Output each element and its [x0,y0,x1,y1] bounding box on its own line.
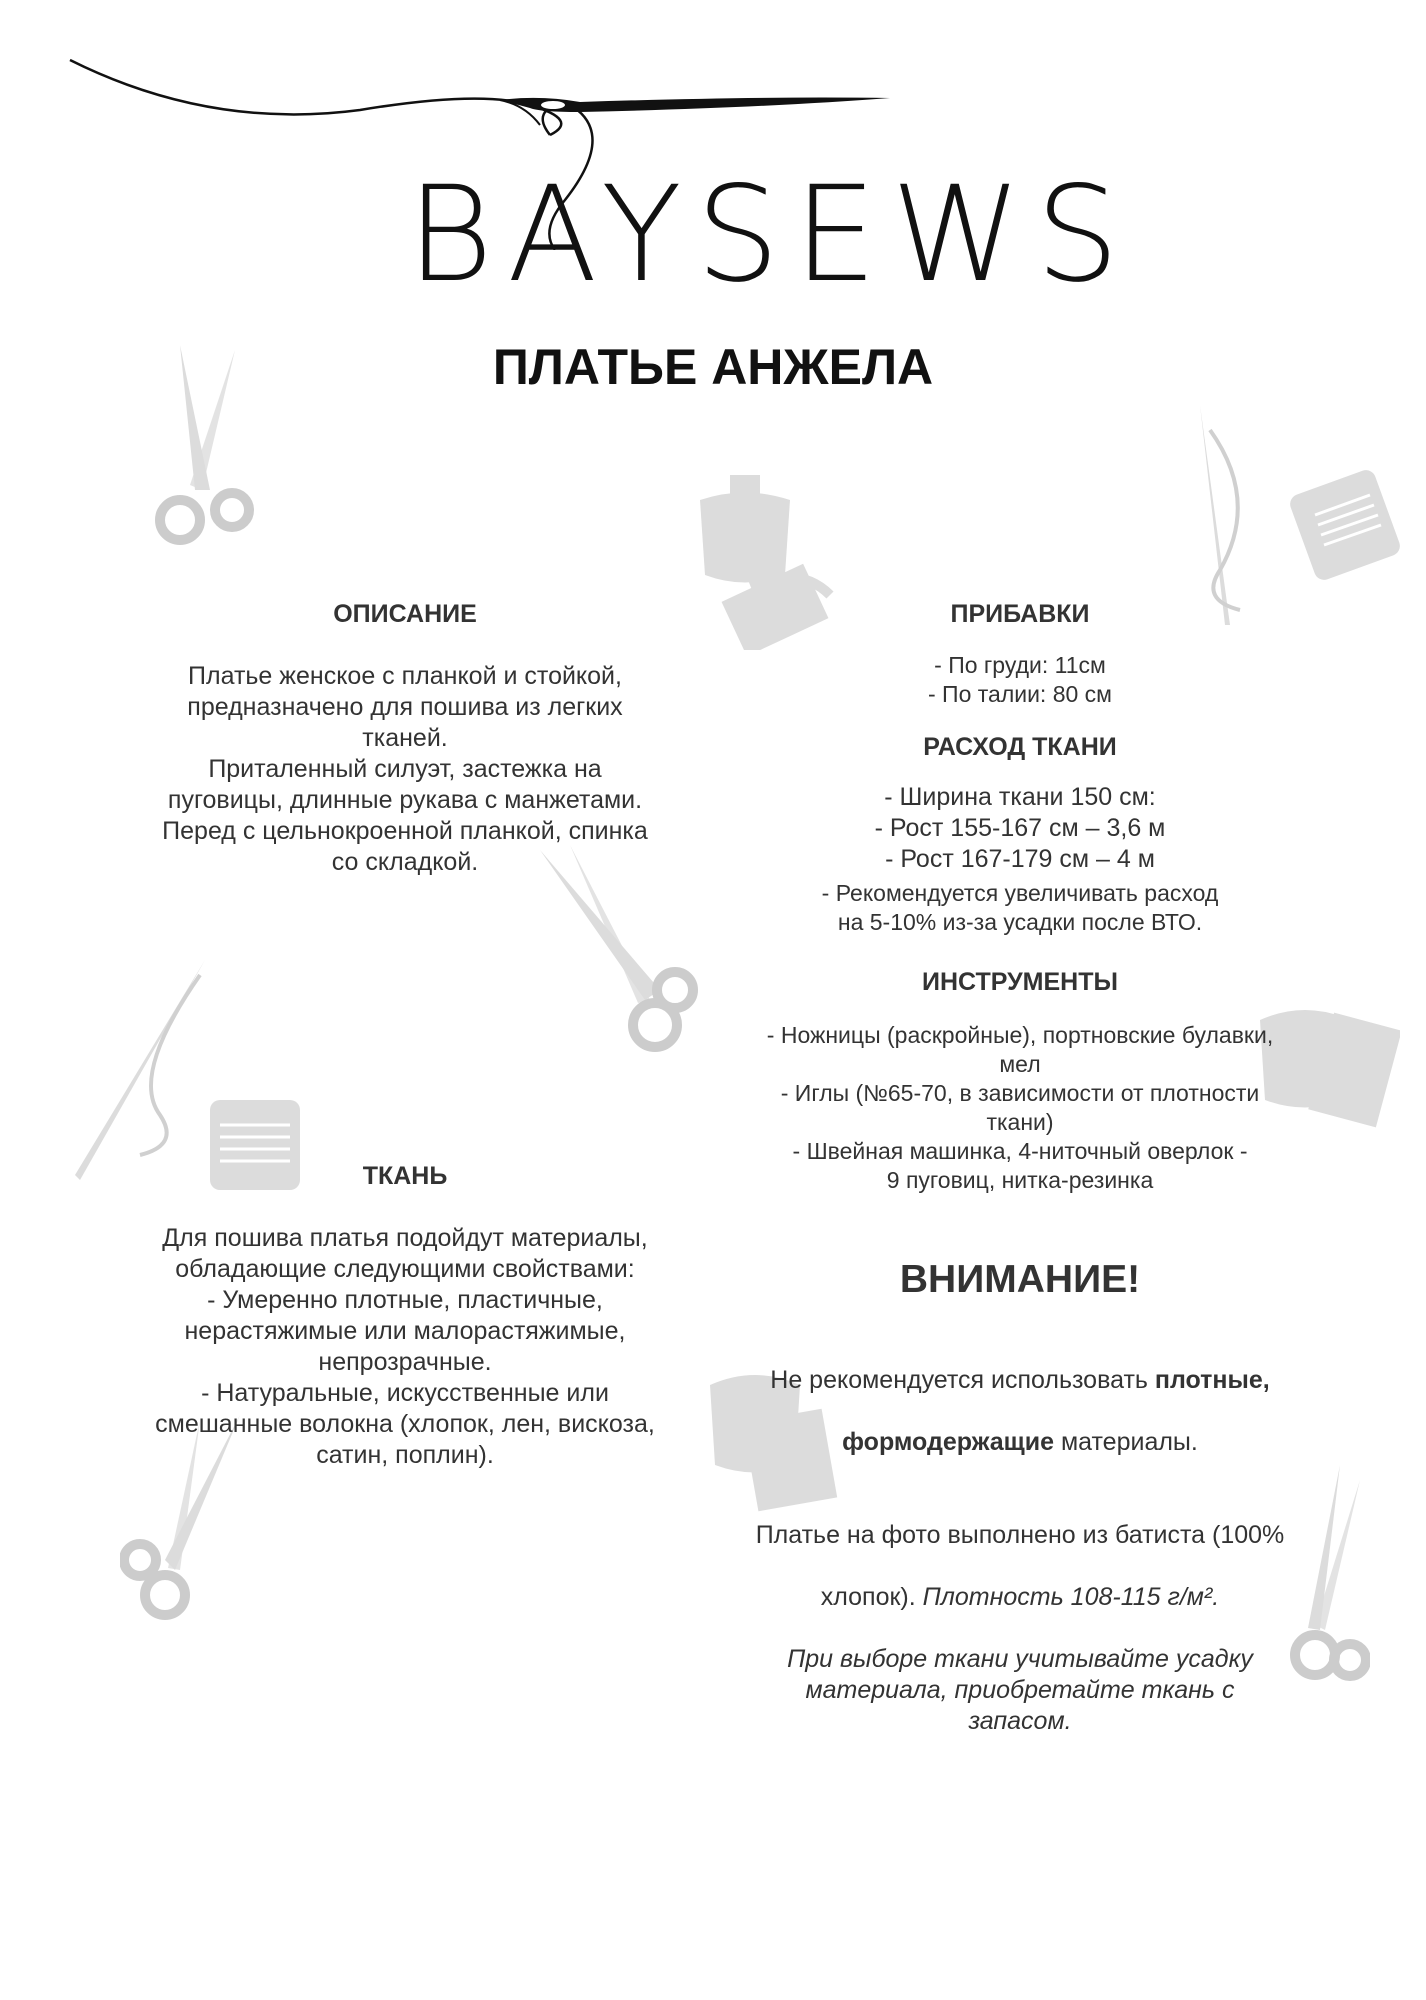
attention-bold-text: формодержащие [842,1428,1055,1456]
density-text: Плотность 108-115 г/м². [922,1583,1220,1611]
attention-paragraph-1 [710,1334,1330,1458]
consumption-section [720,733,1320,937]
attention-paragraph-2 [710,1489,1330,1613]
attention-text: Не рекомендуется использовать [770,1366,1155,1394]
attention-bold-text: плотные, [1154,1366,1270,1394]
tools-section [720,968,1320,1195]
needle-thread-icon [1180,400,1290,630]
consumption-heading: РАСХОД ТКАНИ [923,733,1117,761]
allowances-section [720,600,1320,709]
fabric-text: Для пошива платья подойдут материалы, обладающие следующими свойствами: - Умеренно плотные, пластичные, нерастяжимые или малорастяжимые, непрозрачные. - Натуральные, искусственные или смешанные волокна (хлопок, лен, вискоза, сатин, поплин). [155,1224,655,1469]
consumption-text: - Ширина ткани 150 см: - Рост 155-167 см – 3,6 м - Рост 167-179 см – 4 м [874,783,1166,873]
attention-text: Платье на фото выполнено из батиста (100% [755,1521,1285,1549]
tools-text: - Ножницы (раскройные), портновские булавки, мел - Иглы (№65-70, в зависимости от плотности ткани) - Швейная машинка, 4-ниточный оверлок - 9 пуговиц, нитка-резинка [766,1022,1274,1193]
spool-icon [1290,470,1400,580]
attention-text: хлопок). [820,1583,923,1611]
allowances-text: - По груди: 11см - По талии: 80 см [927,652,1112,707]
page-title: ПЛАТЬЕ АНЖЕЛА [492,339,934,395]
description-section [100,600,710,878]
allowances-heading: ПРИБАВКИ [950,600,1090,628]
tools-heading: ИНСТРУМЕНТЫ [922,968,1118,996]
attention-section [710,1258,1330,1737]
brand-logo: BAYSEWS [406,158,1134,312]
fabric-section [100,1162,710,1471]
description-heading: ОПИСАНИЕ [333,600,477,628]
attention-heading: ВНИМАНИЕ! [899,1258,1141,1301]
attention-paragraph-3: При выборе ткани учитывайте усадку материала, приобретайте ткань с запасом. [787,1645,1253,1735]
needle-thread-icon [70,955,220,1185]
description-text: Платье женское с планкой и стойкой, предназначено для пошива из легких тканей. Приталенный силуэт, застежка на пуговицы, длинные рукава с манжетами. Перед с цельнокроенной планкой, спинка со складкой. [162,662,648,876]
fabric-heading: ТКАНЬ [362,1162,448,1190]
consumption-note: - Рекомендуется увеличивать расход на 5-10% из-за усадки после ВТО. [821,880,1219,935]
attention-text: материалы. [1054,1428,1198,1456]
